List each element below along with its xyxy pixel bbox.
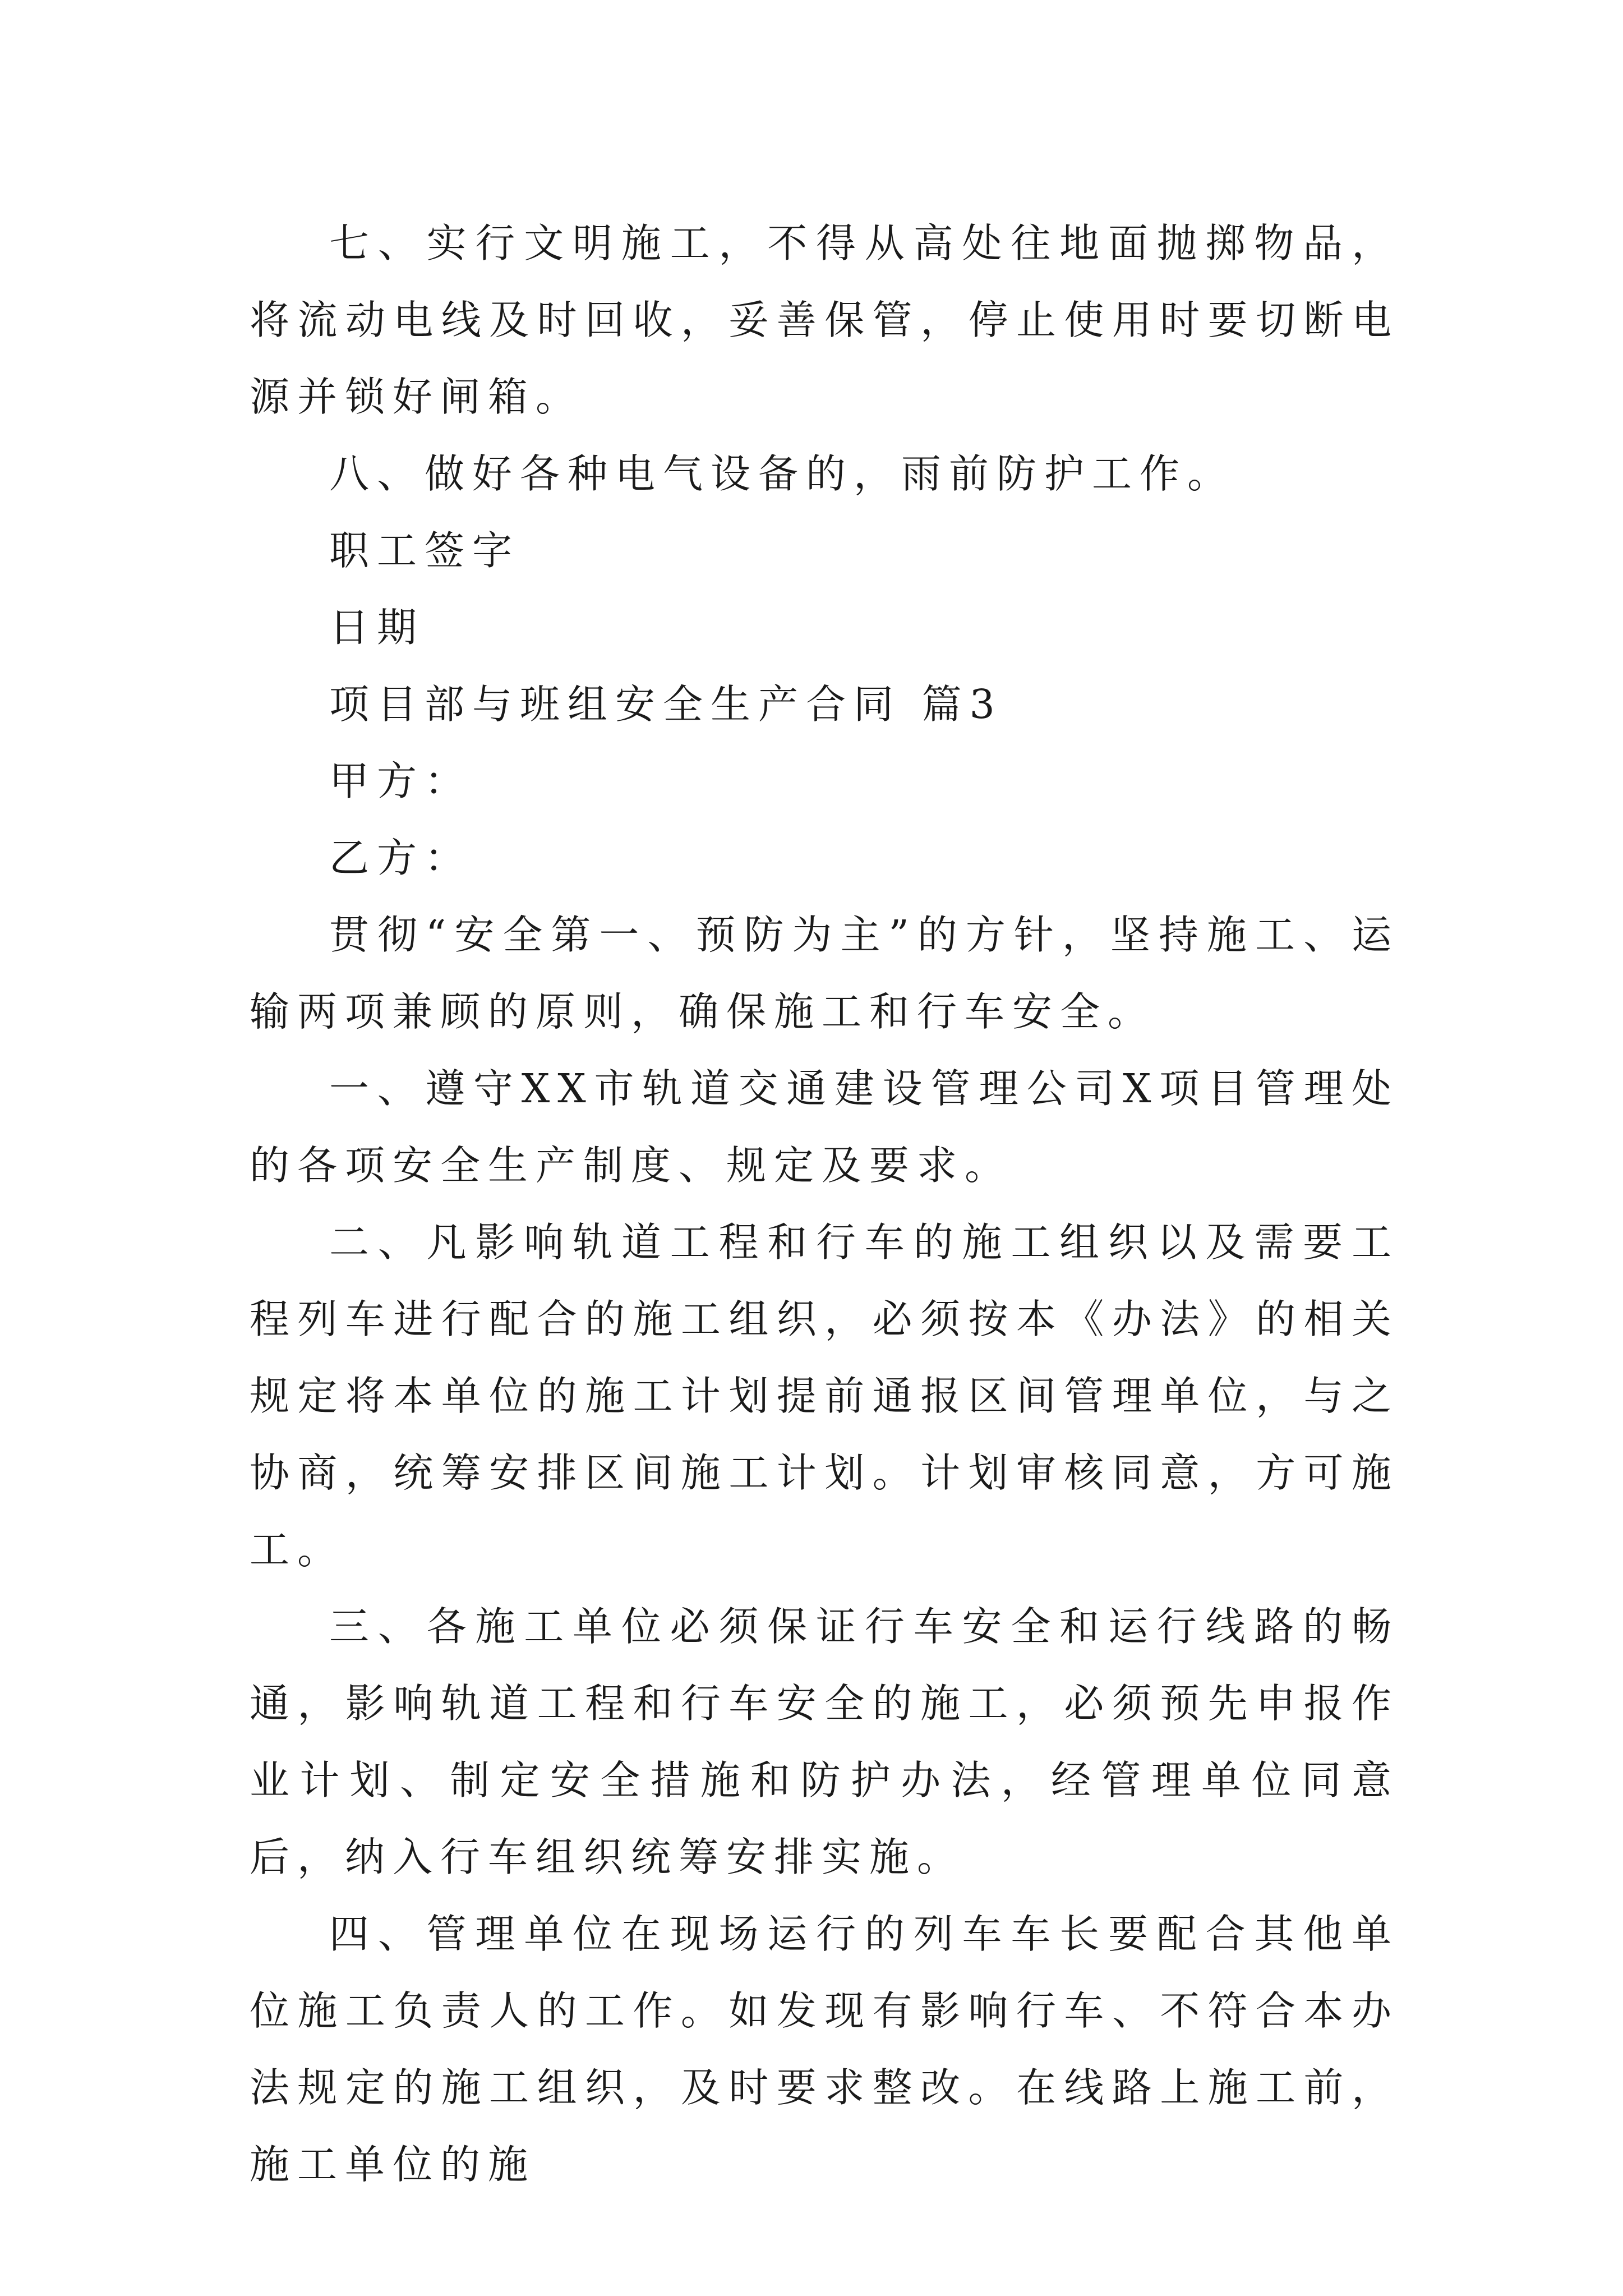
- employee-signature-label: 职工签字: [329, 527, 520, 574]
- party-b-label: 乙方：: [329, 835, 473, 881]
- party-a-label: 甲方：: [329, 758, 473, 804]
- paragraph-item-7: 七、实行文明施工，不得从高处往地面抛掷物品，将流动电线及时回收，妥善保管，停止使用时要切断电源并锁好闸箱。: [250, 220, 1399, 420]
- clause-4: 四、管理单位在现场运行的列车车长要配合其他单位施工负责人的工作。如发现有影响行车、不符合本办法规定的施工组织，及时要求整改。在线路上施工前，施工单位的施: [250, 1911, 1399, 2188]
- clause-1: 一、遵守XX市轨道交通建设管理公司X项目管理处的各项安全生产制度、规定及要求。: [250, 1065, 1399, 1189]
- clause-3: 三、各施工单位必须保证行车安全和运行线路的畅通，影响轨道工程和行车安全的施工，必须预先申报作业计划、制定安全措施和防护办法，经管理单位同意后，纳入行车组织统筹安排实施。: [250, 1603, 1399, 1880]
- preamble-paragraph: 贯彻“安全第一、预防为主”的方针，坚持施工、运输两项兼顾的原则，确保施工和行车安全。: [250, 912, 1399, 1035]
- document-body: [250, 205, 1399, 2203]
- clause-2: 二、凡影响轨道工程和行车的施工组织以及需要工程列车进行配合的施工组织，必须按本《办法》的相关规定将本单位的施工计划提前通报区间管理单位，与之协商，统筹安排区间施工计划。计划审核同意，方可施工。: [250, 1219, 1399, 1573]
- section-title: 项目部与班组安全生产合同 篇3: [329, 681, 1003, 728]
- paragraph-item-8: 八、做好各种电气设备的，雨前防护工作。: [329, 450, 1235, 497]
- date-label: 日期: [329, 604, 425, 651]
